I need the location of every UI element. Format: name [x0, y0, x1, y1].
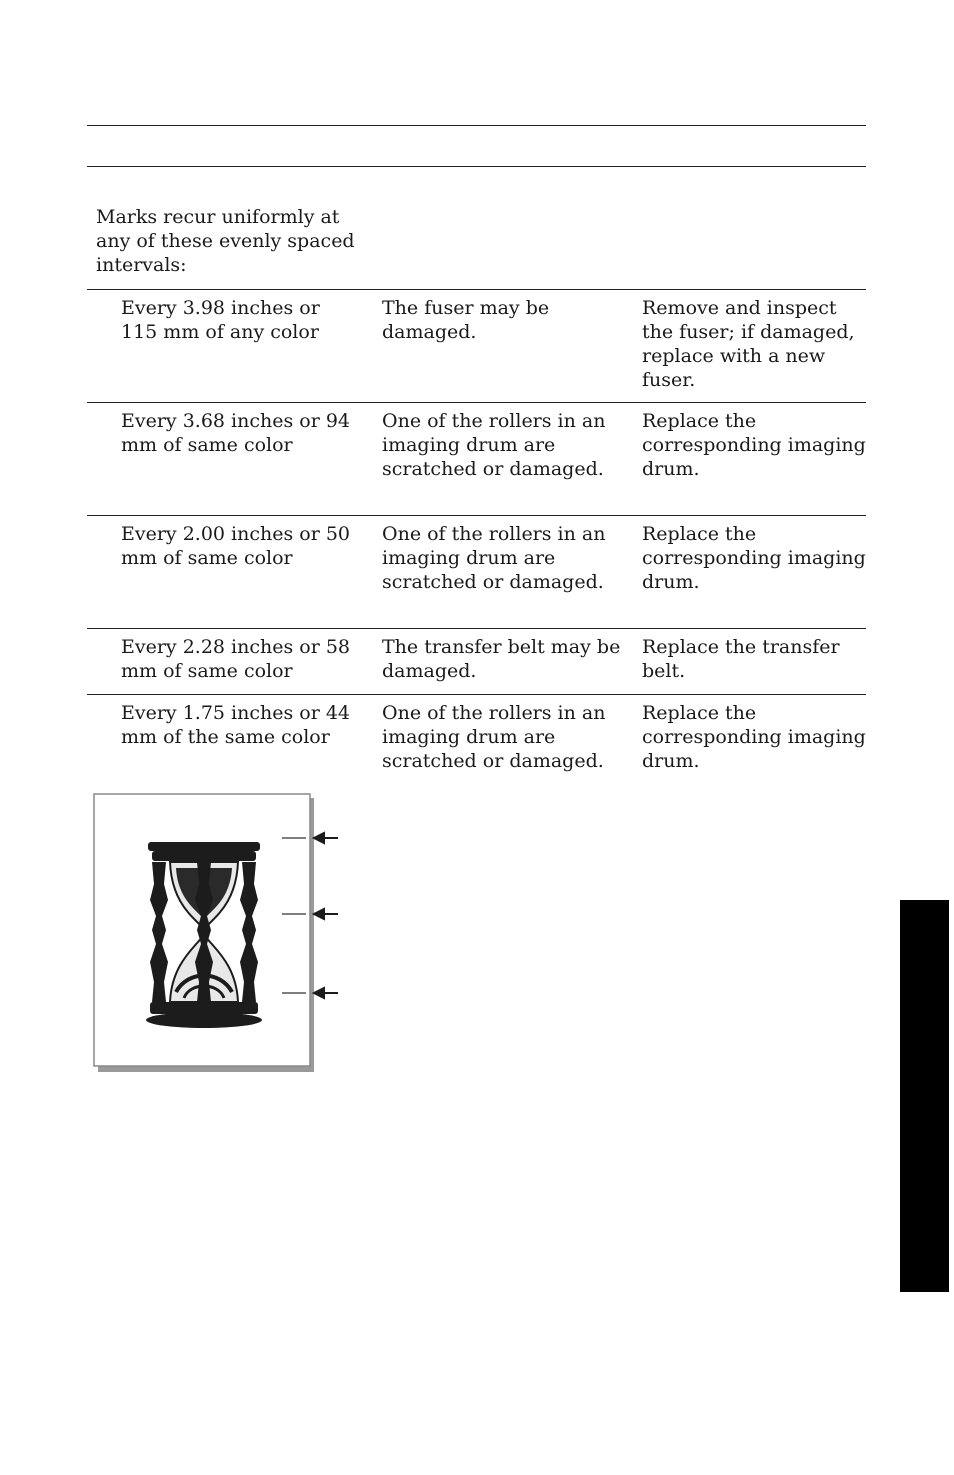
- table-divider: [87, 694, 866, 695]
- table-divider: [87, 628, 866, 629]
- action-cell: Replace the corresponding imaging drum.: [642, 410, 866, 480]
- interval-cell: Every 2.00 inches or 50 mm of same color: [121, 523, 351, 569]
- cause-cell: One of the rollers in an imaging drum are scratched or damaged.: [382, 702, 606, 772]
- action-cell: Replace the corresponding imaging drum.: [642, 702, 866, 772]
- table-divider: [87, 402, 866, 403]
- header-rule-top: [87, 125, 866, 126]
- action-cell: Remove and inspect the fuser; if damaged, replace with a new fuser.: [642, 297, 855, 391]
- cause-cell: One of the rollers in an imaging drum are scratched or damaged.: [382, 523, 606, 593]
- intro-text: Marks recur uniformly at any of these evenly spaced intervals:: [96, 206, 355, 276]
- cause-cell: The fuser may be damaged.: [382, 297, 550, 343]
- interval-cell: Every 1.75 inches or 44 mm of the same color: [121, 702, 351, 748]
- action-cell: Replace the transfer belt.: [642, 636, 840, 682]
- cause-cell: The transfer belt may be damaged.: [382, 636, 621, 682]
- interval-cell: Every 3.68 inches or 94 mm of same color: [121, 410, 351, 456]
- cause-cell: One of the rollers in an imaging drum are scratched or damaged.: [382, 410, 606, 480]
- interval-cell: Every 3.98 inches or 115 mm of any color: [121, 297, 320, 343]
- header-rule-bottom: [87, 166, 866, 167]
- action-cell: Replace the corresponding imaging drum.: [642, 523, 866, 593]
- interval-cell: Every 2.28 inches or 58 mm of same color: [121, 636, 351, 682]
- hourglass-icon: [92, 792, 342, 1076]
- table-divider: [87, 515, 866, 516]
- table-divider: [87, 289, 866, 290]
- chapter-tab: [900, 900, 949, 1292]
- repeating-marks-figure: [92, 792, 342, 1076]
